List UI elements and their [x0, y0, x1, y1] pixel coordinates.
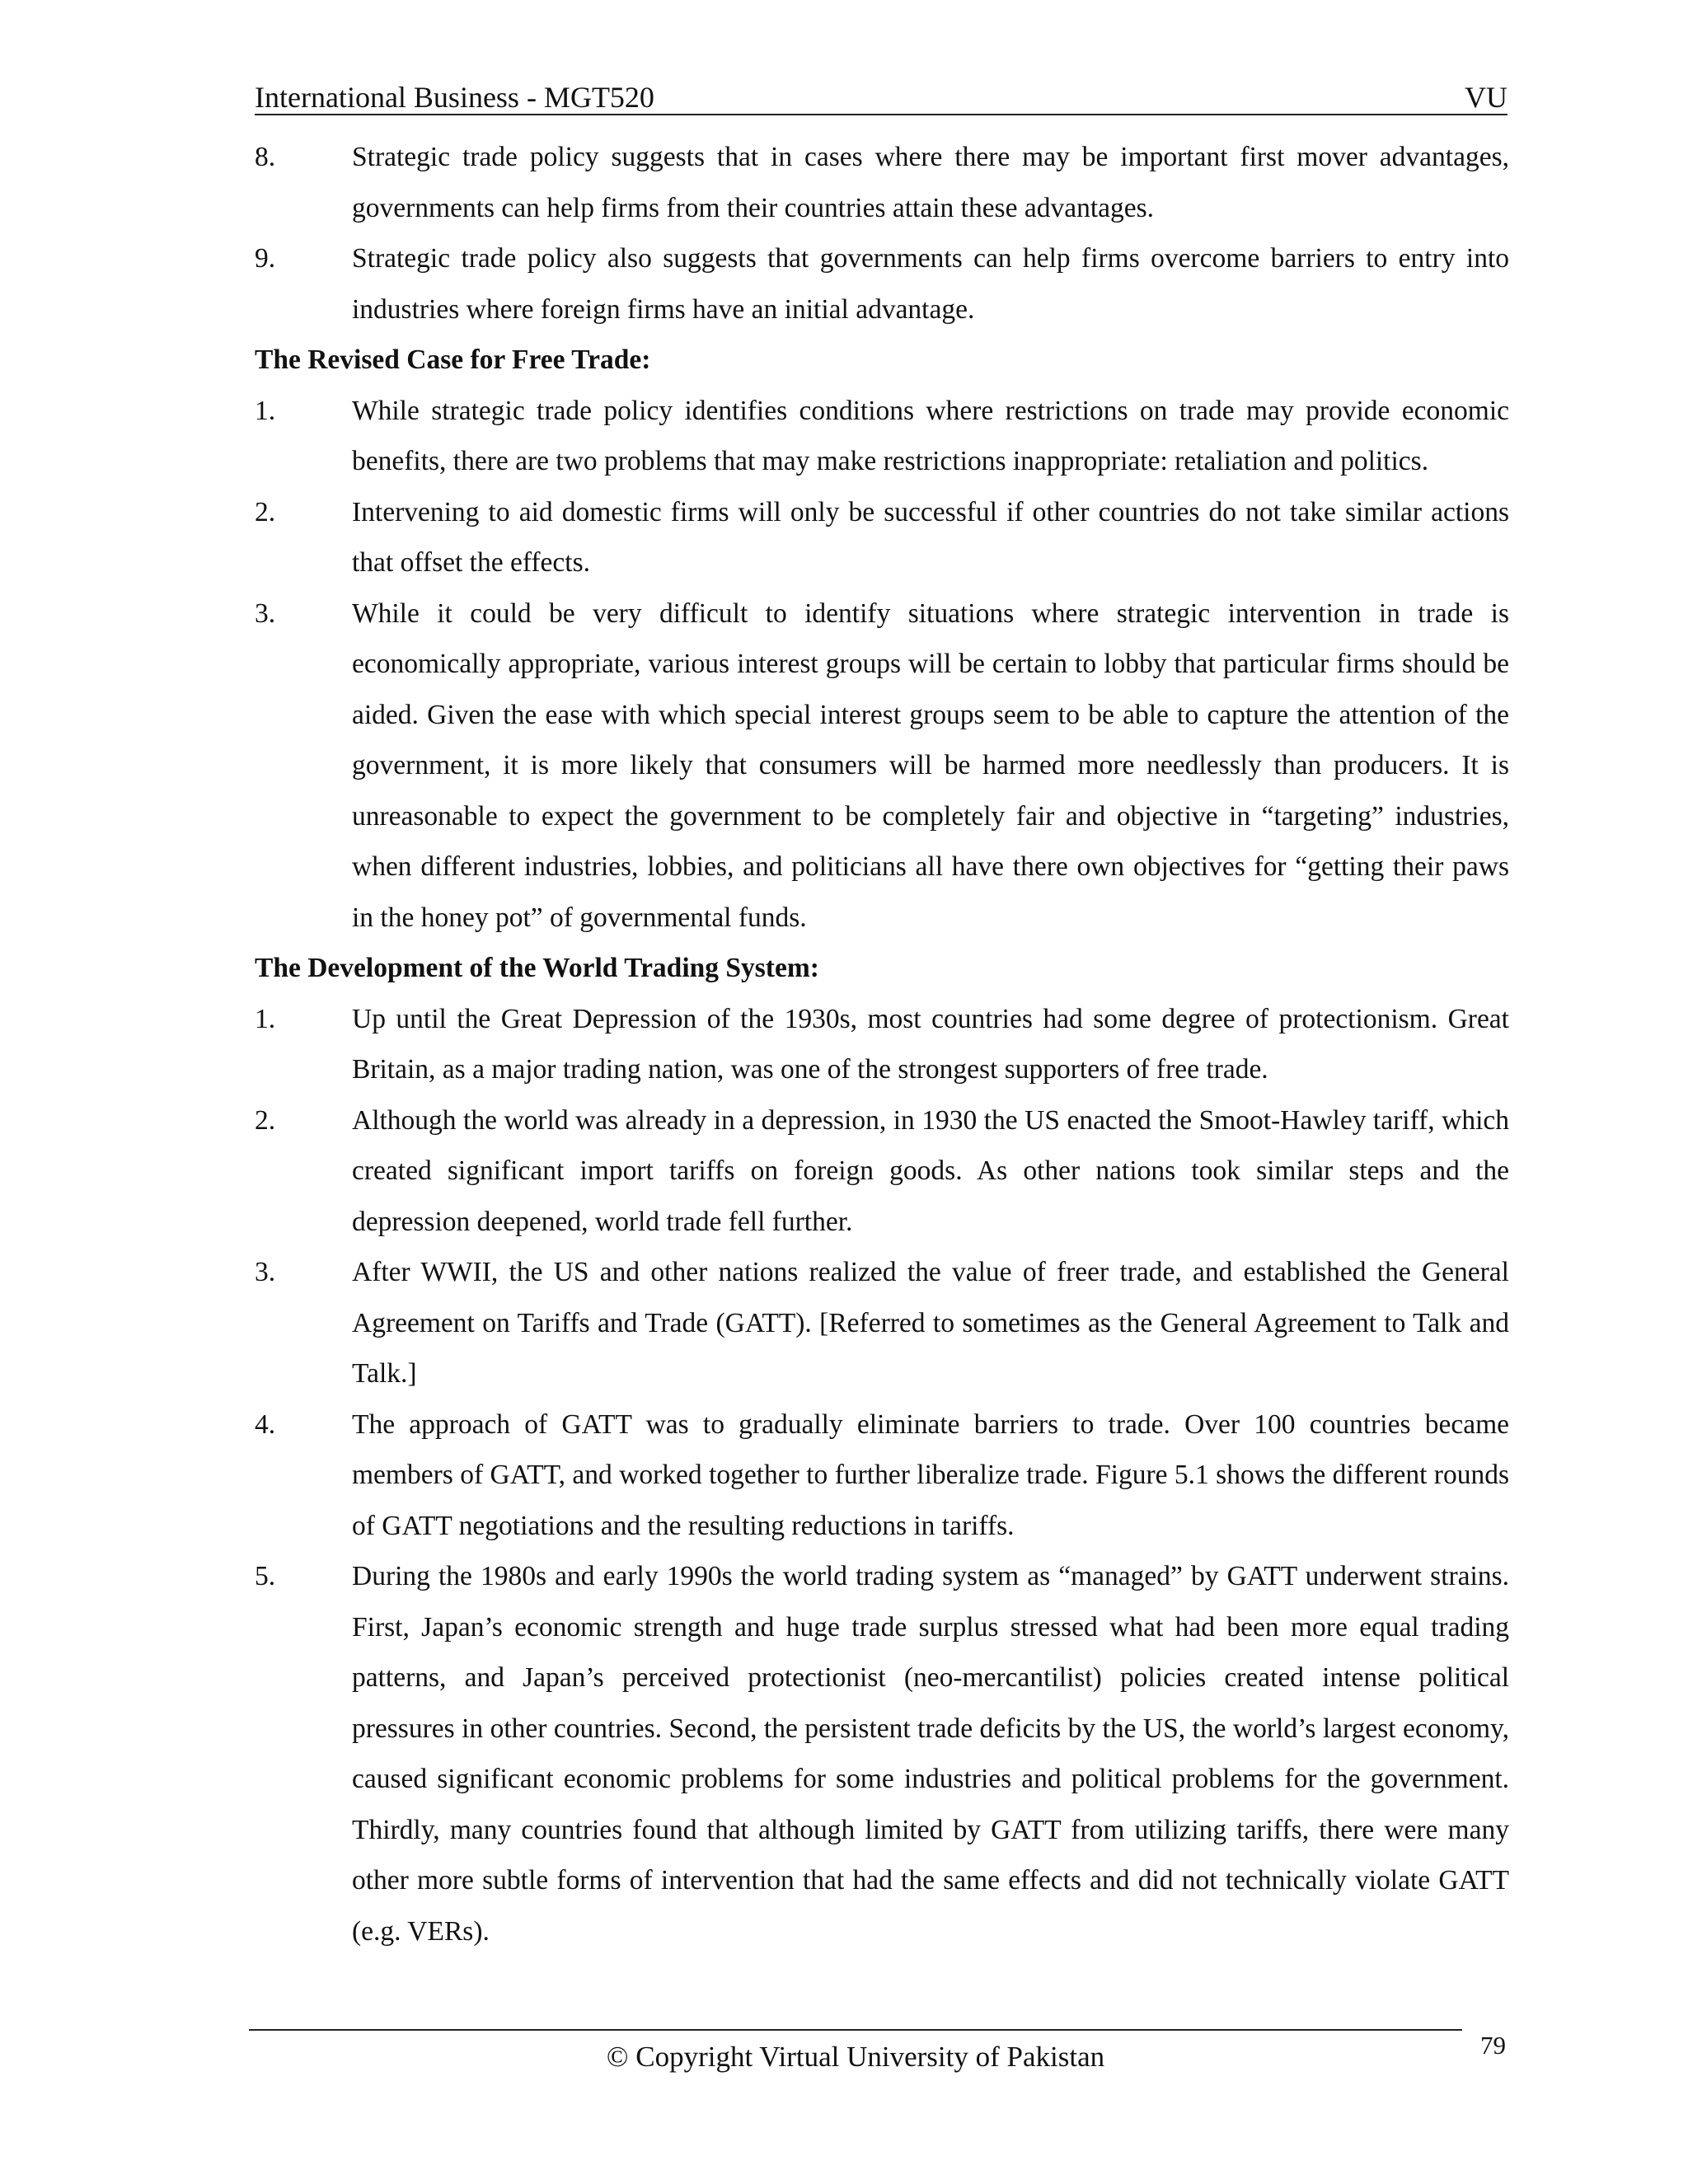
- document-body: [255, 132, 1509, 1957]
- item-text: After WWII, the US and other nations realized the value of freer trade, and established the General Agreement on Tariffs and Trade (GATT). [Referred to sometimes as the General Agreement to Talk and Talk.]: [352, 1257, 1509, 1389]
- page-number: 79: [1480, 2031, 1506, 2060]
- item-text: While it could be very difficult to identify situations where strategic intervention in trade is economically appropriate, various interest groups will be certain to lobby that particular firms should be aided. Given the ease with which special interest groups seem to be able to capture the attention of the government, it is more likely that consumers will be harmed more needlessly than producers. It is unreasonable to expect the government to be completely fair and objective in “targeting” industries, when different industries, lobbies, and politicians all have there own objectives for “getting their paws in the honey pot” of governmental funds.: [352, 598, 1509, 933]
- item-text: The approach of GATT was to gradually eliminate barriers to trade. Over 100 countries became members of GATT, and worked together to further liberalize trade. Figure 5.1 shows the different rounds of GATT negotiations and the resulting reductions in tariffs.: [352, 1408, 1509, 1541]
- footer-divider: [249, 2029, 1462, 2031]
- item-text: Strategic trade policy also suggests that governments can help firms overcome barriers to entry into industries where foreign firms have an initial advantage.: [352, 243, 1509, 325]
- item-number: 5.: [255, 1561, 276, 1591]
- list-item: [255, 386, 1509, 487]
- section-heading-world-trading-system: The Development of the World Trading System:: [255, 953, 819, 983]
- item-number: 1.: [255, 395, 276, 426]
- list-item: [255, 1247, 1509, 1399]
- item-text: Although the world was already in a depression, in 1930 the US enacted the Smoot-Hawley tariff, which created significant import tariffs on foreign goods. As other nations took similar steps and the depression deepened, world trade fell further.: [352, 1104, 1509, 1237]
- item-number: 3.: [255, 598, 276, 629]
- list-item: [255, 994, 1509, 1095]
- item-number: 9.: [255, 243, 276, 274]
- item-text: While strategic trade policy identifies conditions where restrictions on trade may provide economic benefits, there are two problems that may make restrictions inappropriate: retaliation and politics.: [352, 395, 1509, 476]
- footer-copyright: © Copyright Virtual University of Pakistan: [606, 2041, 1105, 2073]
- section-heading-revised-case: The Revised Case for Free Trade:: [255, 344, 651, 375]
- list-item: [255, 1399, 1509, 1552]
- item-number: 2.: [255, 1104, 276, 1136]
- item-text: During the 1980s and early 1990s the world trading system as “managed” by GATT underwent strains. First, Japan’s economic strength and huge trade surplus stressed what had been more equal trading patterns, and Japan’s perceived protectionist (neo-mercantilist) policies created intense political pressures in other countries. Second, the persistent trade deficits by the US, the world’s largest economy, caused significant economic problems for some industries and political problems for the government. Thirdly, many countries found that although limited by GATT from utilizing tariffs, there were many other more subtle forms of intervention that had the same effects and did not technically violate GATT (e.g. VERs).: [352, 1561, 1509, 1947]
- page-header: [255, 76, 1507, 115]
- item-text: Strategic trade policy suggests that in cases where there may be important first mover advantages, governments can help firms from their countries attain these advantages.: [352, 142, 1509, 223]
- item-number: 2.: [255, 496, 276, 527]
- institution-abbrev: VU: [1465, 81, 1507, 114]
- list-item: [255, 487, 1509, 588]
- list-item: [255, 1095, 1509, 1248]
- item-number: 4.: [255, 1408, 276, 1440]
- item-number: 8.: [255, 142, 276, 172]
- course-title: International Business - MGT520: [255, 81, 654, 114]
- item-text: Up until the Great Depression of the 1930s, most countries had some degree of protectionism. Great Britain, as a major trading nation, was one of the strongest supporters of free trade.: [352, 1003, 1509, 1085]
- item-number: 3.: [255, 1257, 276, 1287]
- list-item: [255, 233, 1509, 335]
- list-item: [255, 132, 1509, 233]
- item-number: 1.: [255, 1003, 276, 1034]
- list-item: [255, 588, 1509, 944]
- item-text: Intervening to aid domestic firms will only be successful if other countries do not take similar actions that offset the effects.: [352, 496, 1509, 578]
- list-item: [255, 1551, 1509, 1957]
